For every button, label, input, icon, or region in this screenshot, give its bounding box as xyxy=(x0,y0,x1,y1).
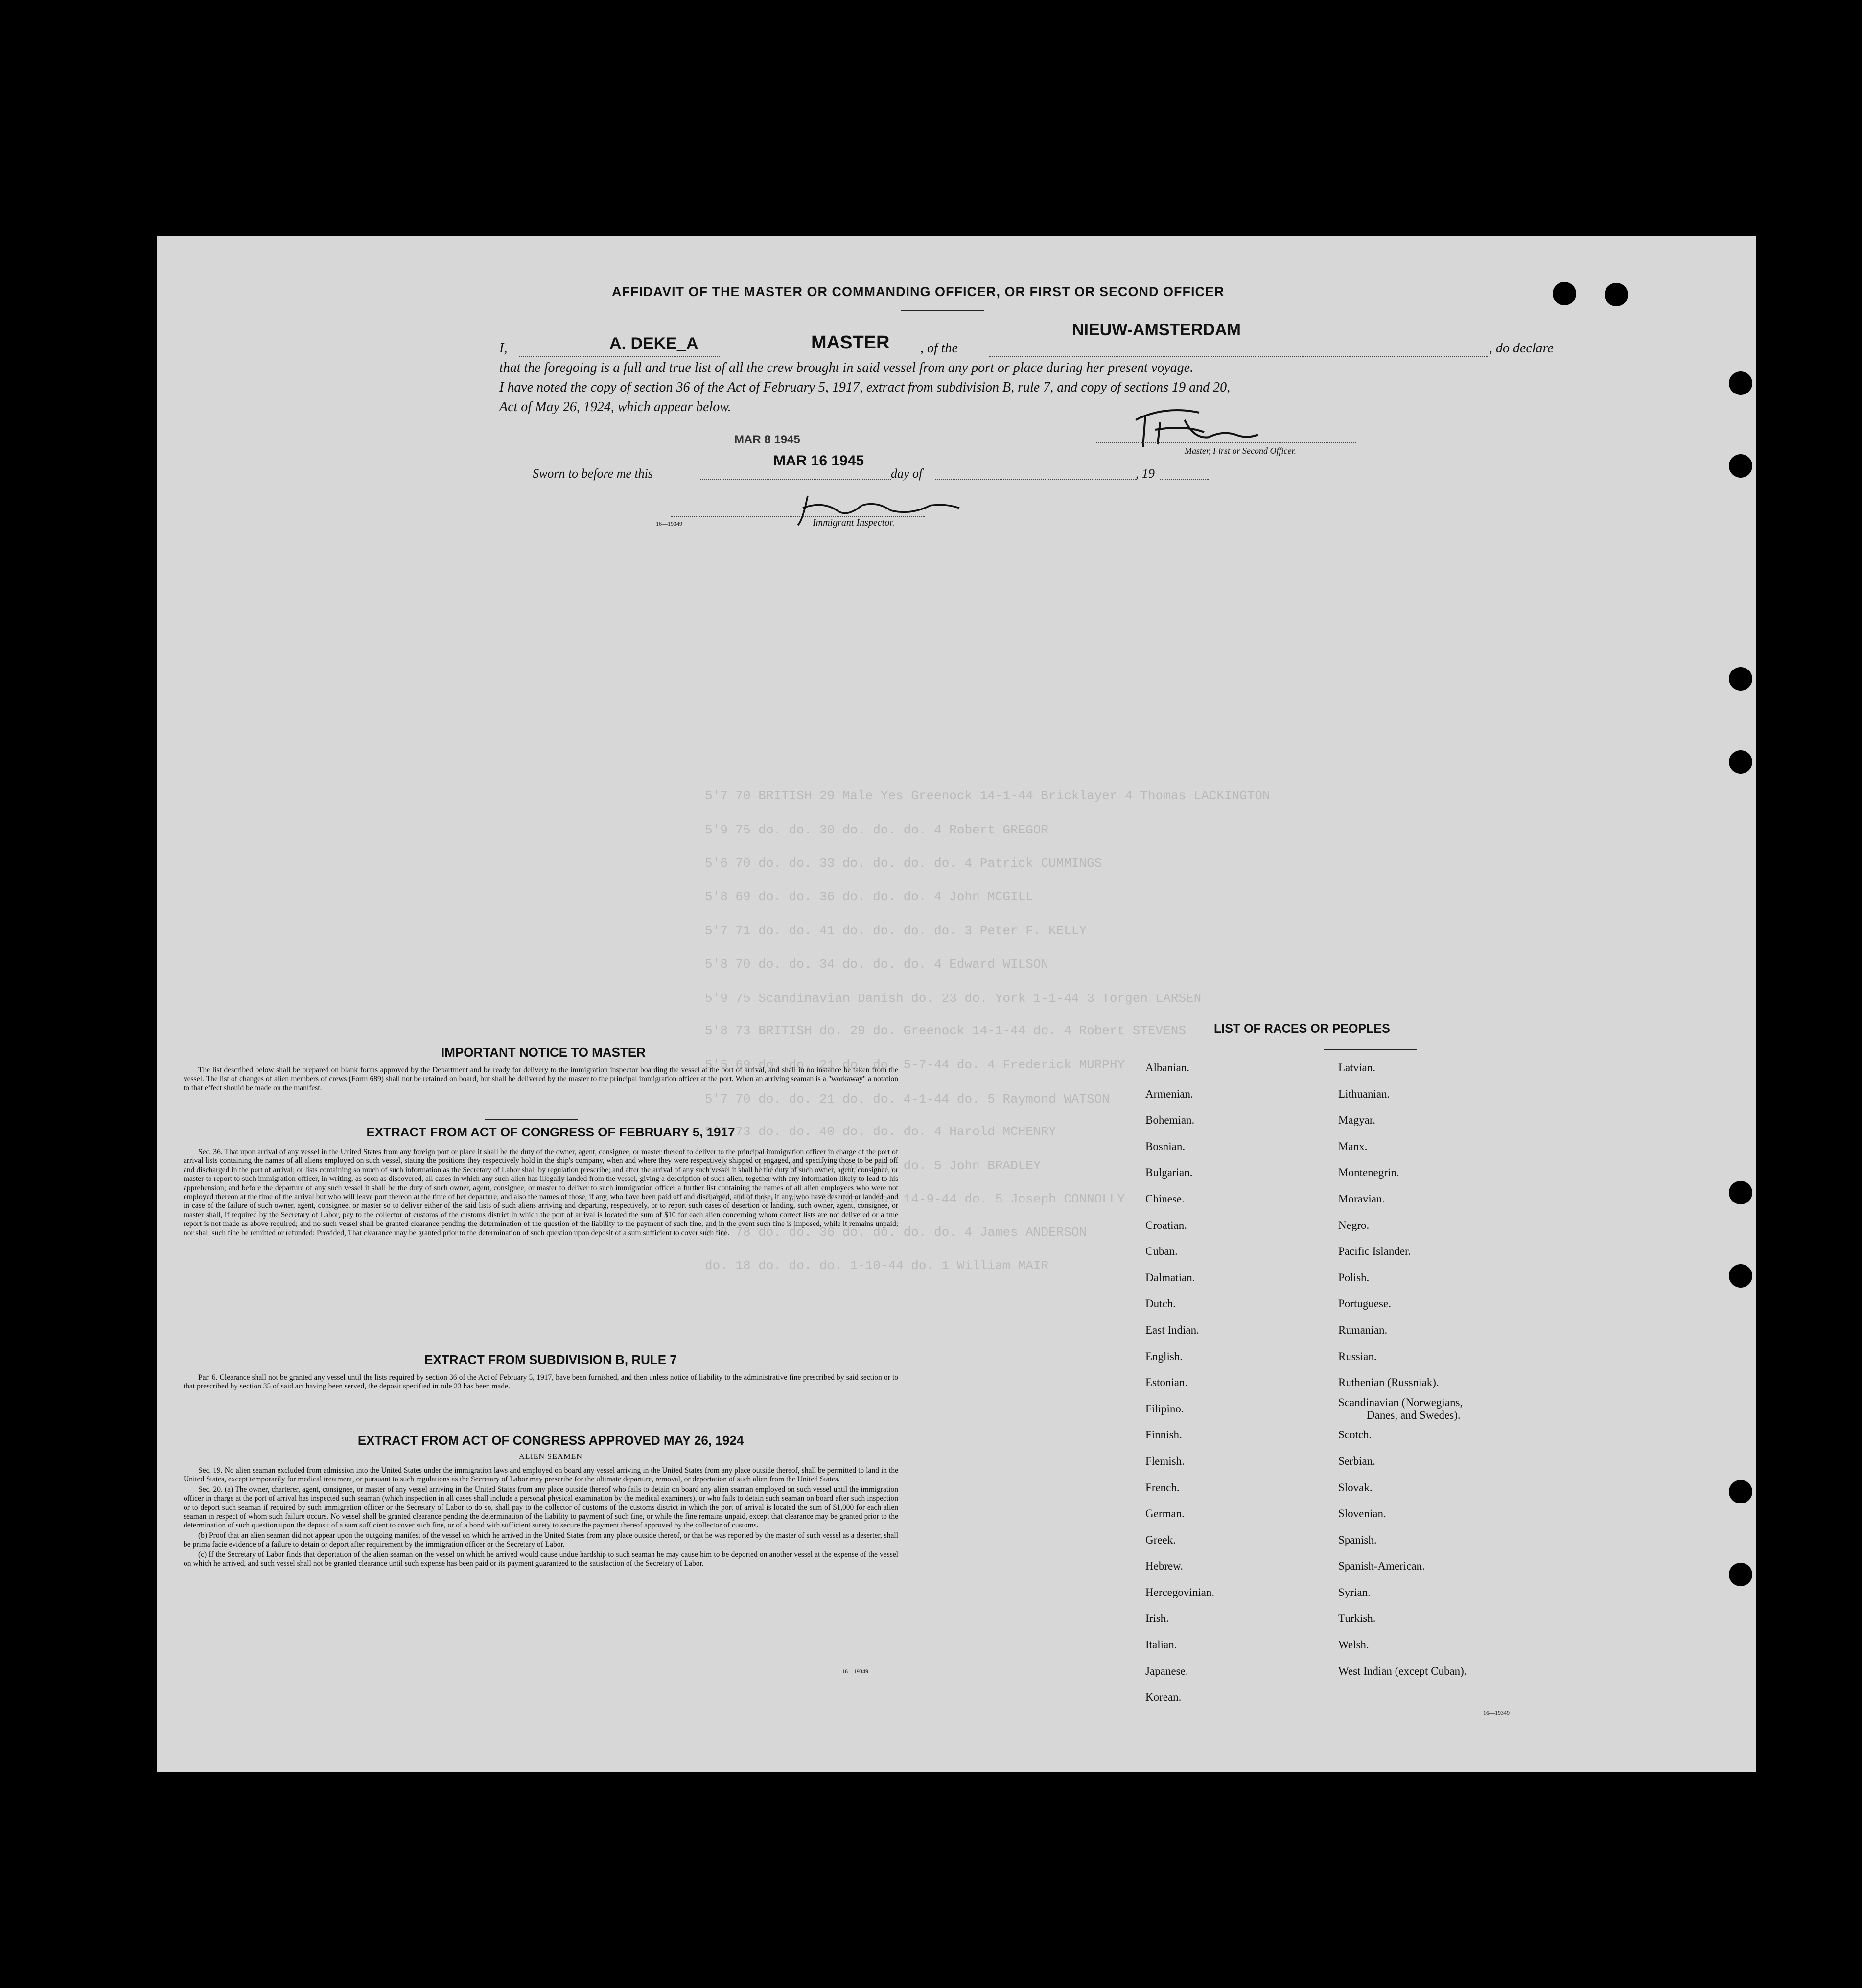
affidavit-title: AFFIDAVIT OF THE MASTER OR COMMANDING OFFICER, OR FIRST OR SECOND OFFICER xyxy=(612,284,1225,299)
race-item: Spanish. xyxy=(1338,1533,1377,1546)
race-item: Japanese. xyxy=(1145,1664,1188,1677)
extract-1924-heading: EXTRACT FROM ACT OF CONGRESS APPROVED MAY 26, 1924 xyxy=(357,1433,744,1448)
notice-paragraph: The list described below shall be prepared on blank forms approved by the Department and be ready for delivery to the immigration inspector boarding the vessel at the port of arrival, and shall in no instance be taken from the vessel. The list of changes of alien members of crews (Form 689) shall not be retained on board, but shall be delivered by the master to the principal immigration officer at the port. When an arriving seaman is a "workaway" a notation to that effect should be made on the manifest. xyxy=(184,1066,898,1092)
rank-stamp: MASTER xyxy=(811,332,890,353)
race-item: Welsh. xyxy=(1338,1639,1369,1651)
races-heading: LIST OF RACES OR PEOPLES xyxy=(1214,1022,1390,1036)
race-item: Hebrew. xyxy=(1145,1560,1184,1572)
race-item: Estonian. xyxy=(1145,1376,1188,1389)
race-item: Polish. xyxy=(1338,1271,1370,1284)
race-item: Croatian. xyxy=(1145,1219,1187,1231)
punch-hole xyxy=(1729,1181,1752,1204)
notice-heading: IMPORTANT NOTICE TO MASTER xyxy=(441,1045,646,1060)
race-item: Bosnian. xyxy=(1145,1140,1186,1153)
bleed-through-text: 5'7 70 BRITISH 29 Male Yes Greenock 14-1-44 Bricklayer 4 Thomas LACKINGTON 5'9 75 do. do. 30 do. do. do. 4 Robert GREGOR 5'6 70 do. do. 33 do. do. do. do. 4 Patrick CUMMINGS 5'8 69 do. do. 36 do. do. do. 4 John MCGILL 5'7 71 do. do. 41 do. do. do. do. 3 Peter F. KELLY 5'8 70 do. do. 34 do. do. do. 4 Edward WILSON 5'9 75 Scandinavian Danish do. 23 do. York 1-1-44 3 Torgen LARSEN 5'8 73 BRITISH do. 29 do. Greenock 14-1-44 do. 4 Robert STEVENS 5'5 69 do. do. 21 do. do. 5-7-44 do. 4 Frederick MURPHY 5'7 70 do. do. 21 do. do. 4-1-44 do. 5 Raymond WATSON 5'7 73 do. do. 40 do. do. do. 4 Harold MCHENRY 5'8 79 do. do. 34 do. do. do. 5 John BRADLEY 5'6 75 do. do. 31 do. do. 14-9-44 do. 5 Joseph CONNOLLY 5'8 78 do. do. 36 do. do. do. do. 4 James ANDERSON do. 18 do. do. do. 1-10-44 do. 1 William MAIR xyxy=(705,788,1270,1273)
inspector-caption: Immigrant Inspector. xyxy=(813,517,895,528)
date-stamp-1: MAR 8 1945 xyxy=(734,433,800,446)
race-item: Hercegovinian. xyxy=(1145,1586,1215,1598)
race-item: Ruthenian (Russniak). xyxy=(1338,1376,1439,1389)
race-item: East Indian. xyxy=(1145,1323,1199,1336)
month-line xyxy=(935,479,1136,480)
year-label: , 19 xyxy=(1136,466,1155,481)
race-item: Dutch. xyxy=(1145,1297,1176,1310)
punch-hole xyxy=(1729,454,1752,478)
race-item: Magyar. xyxy=(1338,1114,1376,1127)
race-item: Irish. xyxy=(1145,1612,1169,1625)
sec20a-paragraph: Sec. 20. (a) The owner, charterer, agent, consignee, or master of any vessel arriving in the United States from any place outside thereof who fails to detain on board any alien seaman employed on such vessel until the immigration officer in charge at the port of arrival has inspected such seaman (which inspection in all cases shall include a personal physical examination by the medical examiners), or who fails to detain such seaman on board after such inspection or to deport such seaman if required by such immigration officer or the Secretary of Labor to do so, shall pay to the collector of customs of the customs district in which the port of arrival is located the sum of $1,000 for each alien seaman in respect of whom such failure occurs. No vessel shall be granted clearance pending the determination of the liability to payment of such fine, or while the fine remains unpaid, except that clearance may be granted prior to the determination of such question upon the deposit of a sum sufficient to cover such fine, or of a bond with sufficient surety to secure the payment thereof approved by the collector of customs. xyxy=(184,1485,898,1530)
race-item: French. xyxy=(1145,1481,1180,1494)
race-item: Moravian. xyxy=(1338,1192,1385,1205)
race-item: Negro. xyxy=(1338,1219,1370,1231)
declaration-line-3: I have noted the copy of section 36 of the Act of February 5, 1917, extract from subdivision B, rule 7, and copy of sections 19 and 20, xyxy=(499,380,1231,395)
races-right-column xyxy=(1338,1055,1467,1684)
race-item: Bulgarian. xyxy=(1145,1166,1193,1179)
race-item: Korean. xyxy=(1145,1691,1182,1704)
date-stamp-2: MAR 16 1945 xyxy=(773,453,864,469)
race-item: Scandinavian (Norwegians, xyxy=(1338,1396,1463,1409)
punch-hole xyxy=(1729,1480,1752,1503)
form-number: 16—19349 xyxy=(1483,1710,1510,1716)
race-item: Turkish. xyxy=(1338,1612,1376,1625)
race-item: Italian. xyxy=(1145,1639,1177,1651)
race-item: Pacific Islander. xyxy=(1338,1245,1411,1258)
race-item: Rumanian. xyxy=(1338,1323,1388,1336)
sec19-paragraph: Sec. 19. No alien seaman excluded from admission into the United States under the immigration laws and employed on board any vessel arriving in the United States from any place outside thereof, shall be permitted to land in the United States, except temporarily for medical treatment, or pursuant to such regulations as the Secretary of Labor may prescribe for the ultimate departure, removal, or deportation of such alien from the United States. xyxy=(184,1466,898,1484)
punch-hole xyxy=(1729,1563,1752,1586)
i-label: I, xyxy=(499,341,508,356)
race-item: Portuguese. xyxy=(1338,1297,1391,1310)
race-item: Montenegrin. xyxy=(1338,1166,1399,1179)
sec20b-paragraph: (b) Proof that an alien seaman did not appear upon the outgoing manifest of the vessel on which he arrived in the United States from any place outside thereof, or that he was reported by the master of such vessel as a deserter, shall be prima facie evidence of a failure to detain or deport after requirement by the immigration officer or the Secretary of Labor. xyxy=(184,1531,898,1549)
extract-1917-text xyxy=(184,1148,898,1239)
punch-hole xyxy=(1553,282,1576,305)
race-item: Armenian. xyxy=(1145,1087,1193,1100)
punch-hole xyxy=(1729,750,1752,774)
name-line xyxy=(519,356,720,357)
race-item: Flemish. xyxy=(1145,1455,1185,1467)
officer-caption: Master, First or Second Officer. xyxy=(1185,446,1296,456)
race-item: Danes, and Swedes). xyxy=(1367,1409,1461,1421)
form-number: 16—19349 xyxy=(842,1668,868,1675)
race-item: Bohemian. xyxy=(1145,1114,1195,1127)
race-item: Manx. xyxy=(1338,1140,1368,1153)
extract-1924-text xyxy=(184,1466,898,1569)
declaration-line-4: Act of May 26, 1924, which appear below. xyxy=(499,399,731,415)
day-of-label: day of xyxy=(891,466,923,481)
declaration-line-2: that the foregoing is a full and true list of all the crew brought in said vessel from any port or place during her present voyage. xyxy=(499,360,1194,375)
divider xyxy=(485,1119,578,1120)
punch-hole xyxy=(1605,283,1628,306)
race-item: Slovak. xyxy=(1338,1481,1373,1494)
extract-1917-heading: EXTRACT FROM ACT OF CONGRESS OF FEBRUARY 5, 1917 xyxy=(366,1125,735,1139)
race-item: Latvian. xyxy=(1338,1062,1375,1074)
vessel-stamp: NIEUW-AMSTERDAM xyxy=(1072,321,1241,339)
manifest-page xyxy=(157,236,1756,1772)
do-declare-label: , do declare xyxy=(1489,341,1554,356)
race-item: Lithuanian. xyxy=(1338,1087,1390,1100)
race-item: Syrian. xyxy=(1338,1586,1371,1598)
alien-seamen-subheading: ALIEN SEAMEN xyxy=(519,1453,582,1461)
race-item: Dalmatian. xyxy=(1145,1271,1195,1284)
divider xyxy=(901,310,984,311)
race-item: Serbian. xyxy=(1338,1455,1376,1467)
races-left-column xyxy=(1145,1055,1214,1711)
race-item: Slovenian. xyxy=(1338,1507,1386,1520)
rule7-text xyxy=(184,1373,898,1392)
rule7-heading: EXTRACT FROM SUBDIVISION B, RULE 7 xyxy=(424,1352,677,1367)
race-item: Cuban. xyxy=(1145,1245,1178,1258)
sworn-label: Sworn to before me this xyxy=(533,466,653,481)
vessel-line xyxy=(989,356,1488,357)
sworn-day-line xyxy=(700,479,891,480)
race-item: Scotch. xyxy=(1338,1429,1372,1441)
officer-signature-line xyxy=(1096,442,1356,443)
race-item: Greek. xyxy=(1145,1533,1176,1546)
section-36-paragraph: Sec. 36. That upon arrival of any vessel in the United States from any foreign port or place it shall be the duty of the owner, agent, consignee, or master thereof to deliver to the principal immigration officer in charge of the port of arrival lists containing the names of all aliens employed on such vessel, stating the positions they respectively hold in the ship's company, when and where they were respectively shipped or engaged, and specifying those to be paid off and discharged in the port of arrival; or lists containing so much of such information as the Secretary of Labor shall by regulation prescribe; and after the arrival of any such vessel it shall be the duty of such owner, agent, consignee, or master to report to such immigration officer, in writing, as soon as discovered, all cases in which any such alien has illegally landed from the vessel, giving a description of such alien, together with any information likely to lead to his apprehension; and before the departure of any such vessel it shall be the duty of such owner, agent, consignee, or master to deliver to such immigration officer a further list containing the names of all alien employees who were not employed thereon at the time of the arrival but who will leave port thereon at the time of her departure, and also the names of those, if any, who have been paid off and discharged, and of those, if any, who have deserted or landed; and in case of the failure of such owner, agent, consignee, or master so to deliver either of the said lists of such aliens arriving and departing, respectively, or to report such cases of desertion or landing, such owner, agent, consignee, or master shall, if required by the Secretary of Labor, pay to the collector of customs of the customs district in which the port of arrival is located the sum of $10 for each alien concerning whom correct lists are not delivered or a true report is not made as above required; and no such vessel shall be granted clearance pending the determination of the question of the liability to the payment of such fine, and in the event such fine is imposed, while it remains unpaid; nor shall such fine be remitted or refunded: Provided, That clearance may be granted prior to the determination of such question upon deposit of a sum sufficient to cover such fine. xyxy=(184,1148,898,1237)
notice-text xyxy=(184,1066,898,1094)
form-number: 16—19349 xyxy=(656,520,682,527)
master-name: A. DEKE_A xyxy=(609,334,698,353)
of-the-label: , of the xyxy=(920,341,958,356)
punch-hole xyxy=(1729,1264,1752,1288)
race-item: West Indian (except Cuban). xyxy=(1338,1664,1467,1677)
race-item: German. xyxy=(1145,1507,1185,1520)
race-item: Spanish-American. xyxy=(1338,1560,1425,1572)
divider xyxy=(1324,1049,1417,1050)
rule7-paragraph: Par. 6. Clearance shall not be granted any vessel until the lists required by section 36 of the Act of February 5, 1917, have been furnished, and then unless notice of liability to the administrative fine prescribed by said section or to that prescribed by section 35 of said act having been served, the deposit specified in rule 23 has been made. xyxy=(184,1373,898,1391)
race-item: Finnish. xyxy=(1145,1429,1182,1441)
punch-hole xyxy=(1729,371,1752,395)
sec20c-paragraph: (c) If the Secretary of Labor finds that deportation of the alien seaman on the vessel on which he arrived would cause undue hardship to such seaman he may cause him to be deported on another vessel at the expense of the vessel on which he arrived, and such vessel shall not be granted clearance until such expense has been paid or its payment guaranteed to the satisfaction of the Secretary of Labor. xyxy=(184,1550,898,1568)
race-item: Albanian. xyxy=(1145,1062,1190,1074)
race-item: English. xyxy=(1145,1350,1183,1363)
race-item: Filipino. xyxy=(1145,1402,1184,1415)
race-item: Russian. xyxy=(1338,1350,1377,1363)
race-item: Chinese. xyxy=(1145,1192,1185,1205)
punch-hole xyxy=(1729,667,1752,691)
year-line xyxy=(1160,479,1209,480)
